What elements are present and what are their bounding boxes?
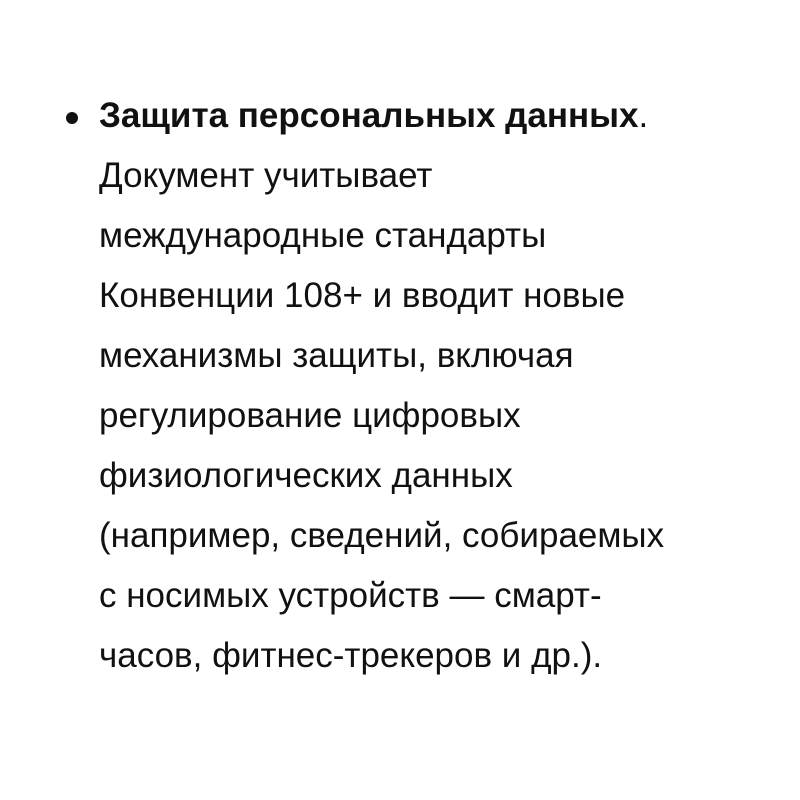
bold-term: Защита персональных данных	[99, 96, 639, 135]
body-line: регулирование цифровых	[99, 396, 521, 435]
body-line: Документ учитывает	[99, 156, 433, 195]
body-line: физиологических данных	[99, 456, 513, 495]
body-line: часов, фитнес-трекеров и др.).	[99, 636, 603, 675]
body-line: механизмы защиты, включая	[99, 336, 574, 375]
bullet-icon	[66, 112, 78, 124]
term-suffix: .	[638, 96, 649, 135]
body-line: Конвенции 108+ и вводит новые	[99, 276, 626, 315]
body-line: (например, сведений, собираемых	[99, 516, 665, 555]
list-item-text	[99, 86, 759, 686]
heading-line	[99, 86, 759, 146]
body-line: международные стандарты	[99, 216, 547, 255]
body-line: с носимых устройств — смарт-	[99, 576, 602, 615]
